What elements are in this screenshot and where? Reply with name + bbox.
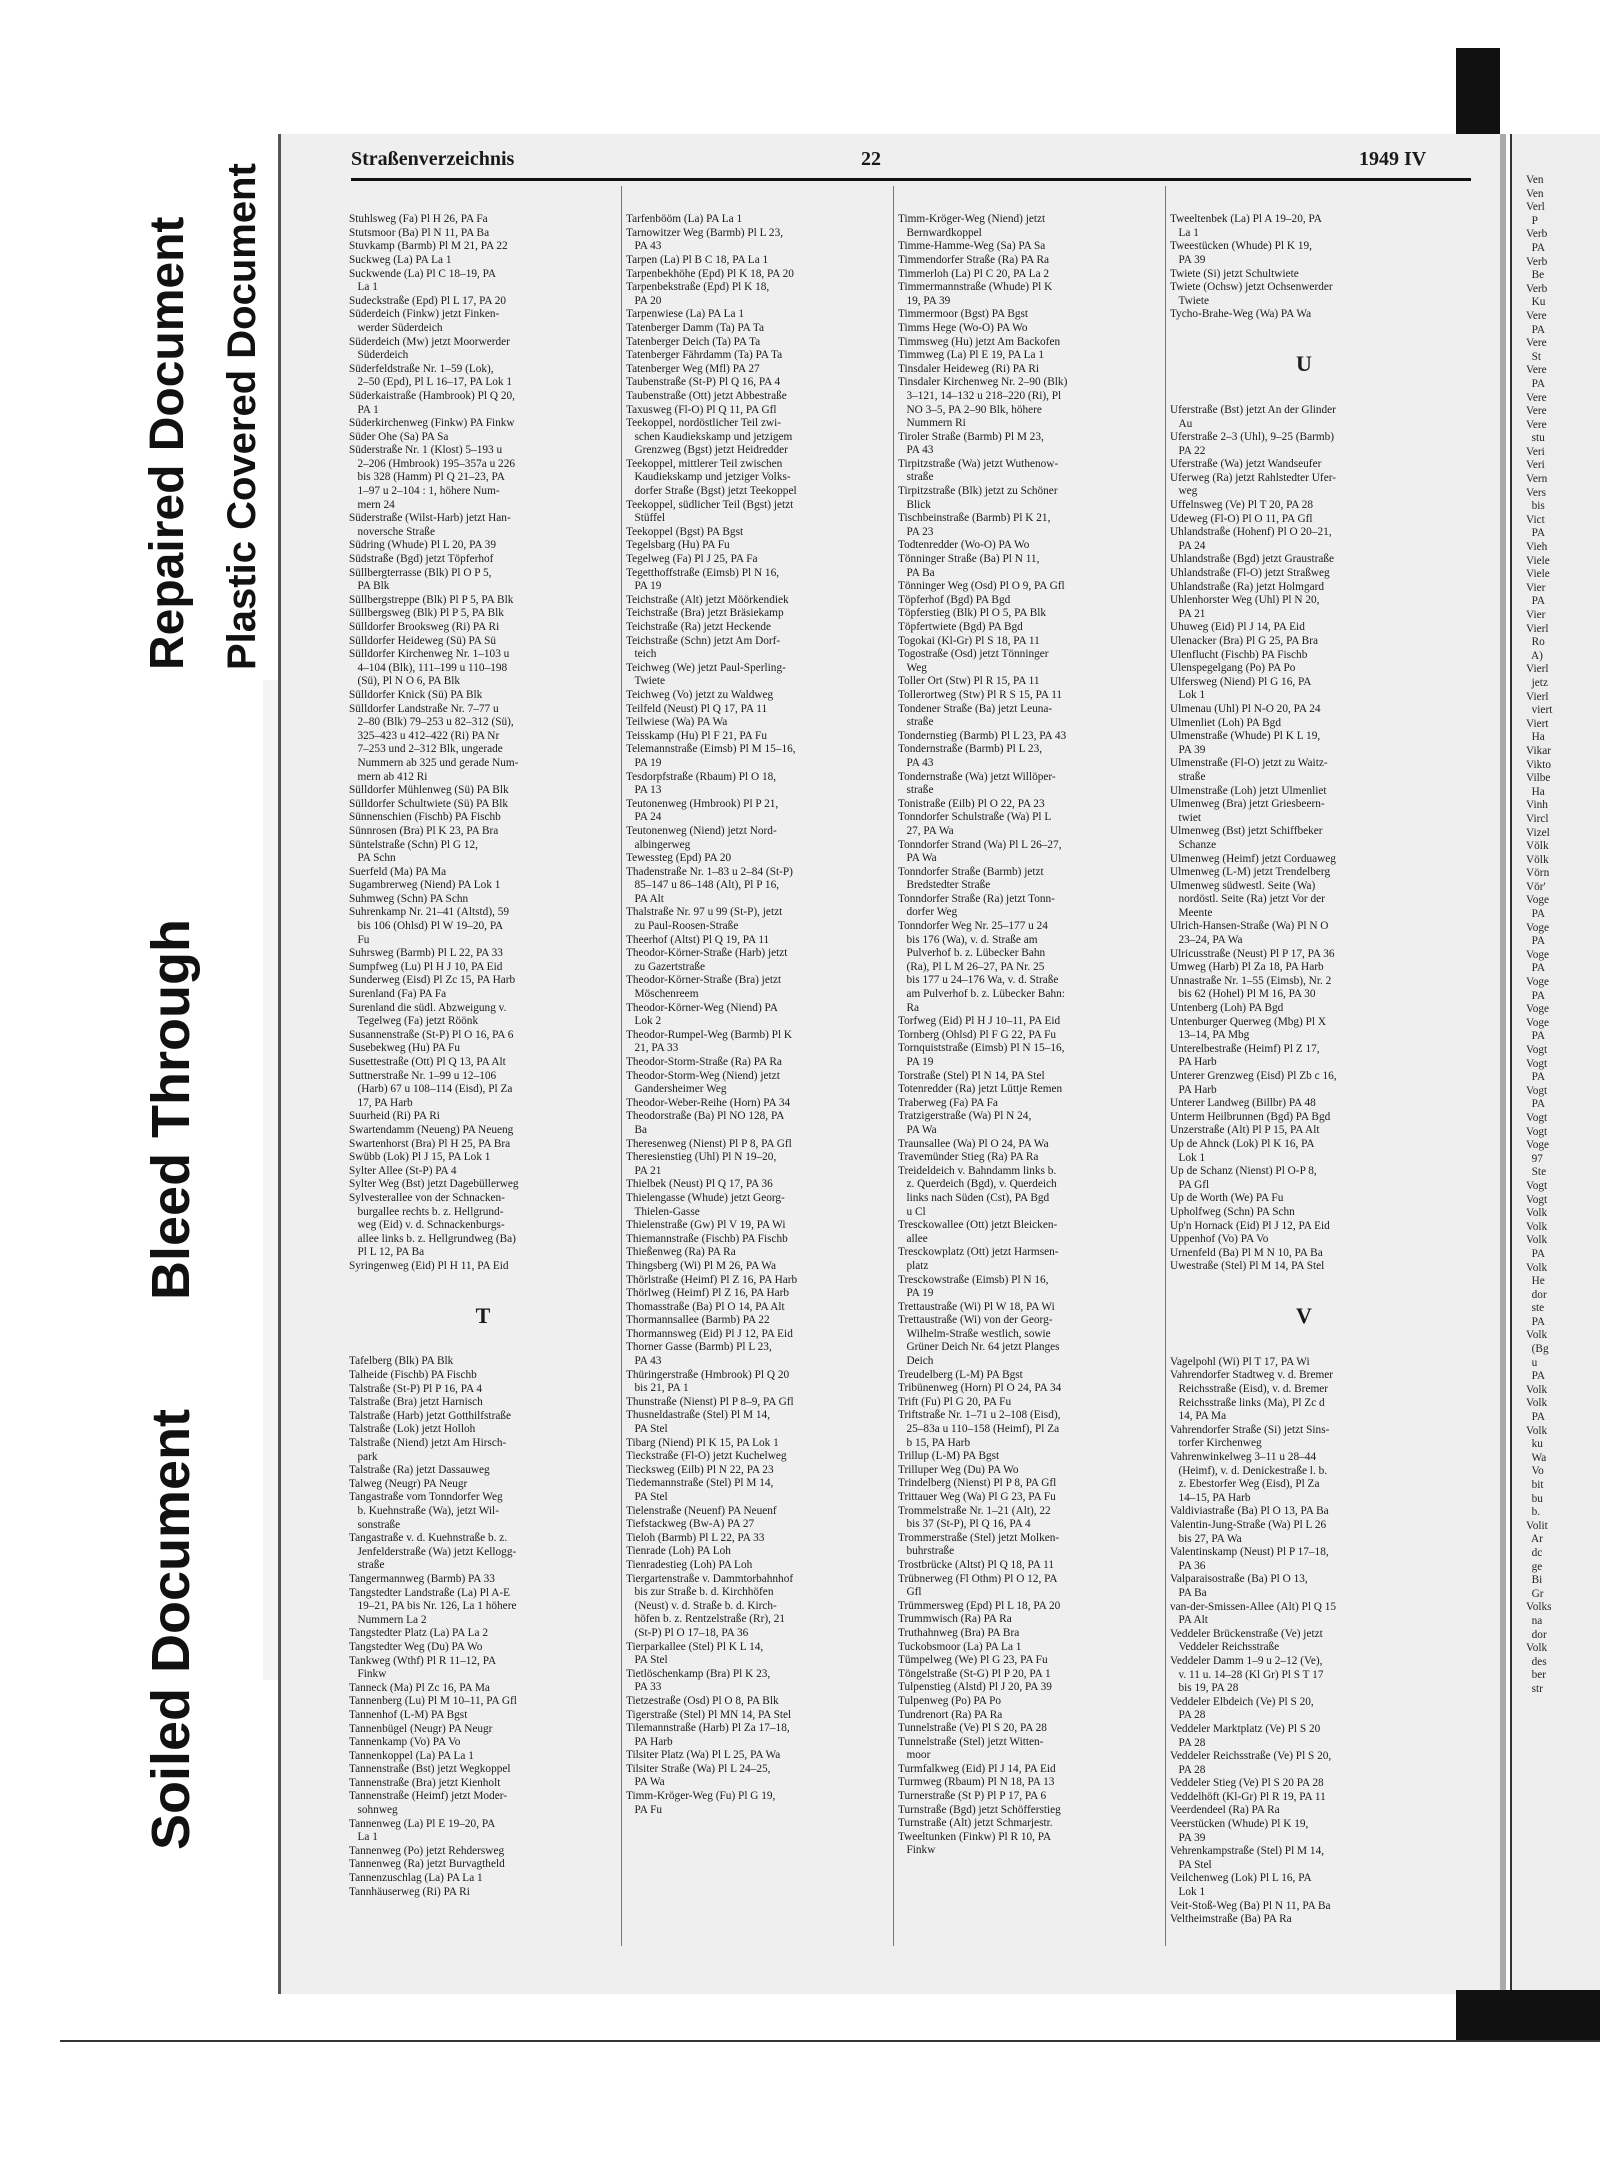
page-title: Straßenverzeichnis <box>351 148 515 170</box>
label-soiled-document: Soiled Document <box>141 1408 201 1850</box>
column-3 <box>893 186 1166 1946</box>
scan-border-top <box>1456 48 1500 134</box>
column-2 <box>621 186 894 1946</box>
page-number: 22 <box>861 148 881 170</box>
section-letter-v: V <box>1296 1303 1312 1329</box>
column-4-v-entries: Vagelpohl (Wi) Pl T 17, PA Wi Vahrendorfer Stadtweg v. d. Bremer Reichsstraße (Eisd), v. d. Bremer Reichsstraße links (Ma), Pl Zc d 14, PA Ma Vahrendorfer Straße (Si) jetzt Sins- torfer Kirchenweg Vahrenwinkelweg 3–11 u 28–44 (Heimf), v. d. Denickestraße l. b. z. Ebestorfer Weg (Eisd), Pl Za 14–15, PA Harb Valdiviastraße (Ba) Pl O 13, PA Ba Valentin-Jung-Straße (Wa) Pl L 26 bis 27, PA Wa Valentinskamp (Neust) Pl P 17–18, PA 36 Valparaisostraße (Ba) Pl O 13, PA Ba van-der-Smissen-Allee (Alt) Pl Q 15 PA Alt Veddeler Brückenstraße (Ve) jetzt Veddeler Reichsstraße Veddeler Damm 1–9 u 2–12 (Ve), v. 11 u. 14–28 (Kl Gr) Pl S T 17 bis 19, PA 28 Veddeler Elbdeich (Ve) Pl S 20, PA 28 Veddeler Marktplatz (Ve) Pl S 20 PA 28 Veddeler Reichsstraße (Ve) Pl S 20, PA 28 Veddeler Stieg (Ve) Pl S 20 PA 28 Veddelhöft (Kl-Gr) Pl R 19, PA 11 Veerdendeel (Ra) PA Ra Veerstücken (Whude) Pl K 19, PA 39 Vehrenkampstraße (Stel) Pl M 14, PA Stel Veilchenweg (Lok) Pl L 16, PA Lok 1 Veit-Stoß-Weg (Ba) Pl N 11, PA Ba Veltheimstraße (Ba) PA Ra <box>1170 1355 1337 1926</box>
adjacent-page-strip <box>1500 134 1600 1994</box>
next-page-fragment <box>1510 134 1600 1994</box>
column-4-entries: Tweeltenbek (La) Pl A 19–20, PA La 1 Tweestücken (Whude) Pl K 19, PA 39 Twiete (Si) jetzt Schultwiete Twiete (Ochsw) jetzt Ochsenwerder Twiete Tycho-Brahe-Weg (Wa) PA Wa <box>1170 213 1333 321</box>
column-1 <box>349 186 617 1926</box>
page-year-volume: 1949 IV <box>1359 148 1427 170</box>
section-letter-t: T <box>475 1302 491 1328</box>
label-repaired-document: Repaired Document <box>141 216 194 670</box>
column-4-u-entries: Uferstraße (Bst) jetzt An der Glinder Au Uferstraße 2–3 (Uhl), 9–25 (Barmb) PA 22 Uferstraße (Wa) jetzt Wandseufer Uferweg (Ra) jetzt Rahlstedter Ufer- weg Uffelnsweg (Ve) Pl T 20, PA 28 Udeweg (Fl-O) Pl O 11, PA Gfl Uhlandstraße (Hohenf) Pl O 20–21, PA 24 Uhlandstraße (Bgd) jetzt Graustraße Uhlandstraße (Fl-O) jetzt Straßweg Uhlandstraße (Ra) jetzt Holmgard Uhlenhorster Weg (Uhl) Pl N 20, PA 21 Uhuweg (Eid) Pl J 14, PA Eid Ulenacker (Bra) Pl G 25, PA Bra Ulenflucht (Fischb) PA Fischb Ulenspegelgang (Po) PA Po Ulfersweg (Niend) Pl G 16, PA Lok 1 Ulmenau (Uhl) Pl N-O 20, PA 24 Ulmenliet (Loh) PA Bgd Ulmenstraße (Whude) Pl K L 19, PA 39 Ulmenstraße (Fl-O) jetzt zu Waitz- straße Ulmenstraße (Loh) jetzt Ulmenliet Ulmenweg (Bra) jetzt Griesbeern- twiet Ulmenweg (Bst) jetzt Schiffbeker Schanze Ulmenweg (Heimf) jetzt Corduaweg Ulmenweg (L-M) jetzt Trendelberg Ulmenweg südwestl. Seite (Wa) nordöstl. Seite (Ra) jetzt Vor der Meente Ulrich-Hansen-Straße (Wa) Pl N O 23–24, PA Wa Ulricusstraße (Neust) Pl P 17, PA 36 Umweg (Harb) Pl Za 18, PA Harb Unnastraße Nr. 1–55 (Eimsb), Nr. 2 bis 62 (Hohel) Pl M 16, PA 30 Untenberg (Loh) PA Bgd Untenburger Querweg (Mbg) Pl X 13–14, PA Mbg Unterelbestraße (Heimf) Pl Z 17, PA Harb Unterer Grenzweg (Eisd) Pl Zb c 16, PA Harb Unterer Landweg (Billbr) PA 48 Unterm Heilbrunnen (Bgd) PA Bgd Unzerstraße (Alt) Pl P 15, PA Alt Up de Ahnck (Lok) Pl K 16, PA Lok 1 Up de Schanz (Nienst) Pl O-P 8, PA Gfl Up de Worth (We) PA Fu Upholfweg (Schn) PA Schn Up'n Hornack (Eid) Pl J 12, PA Eid Uppenhof (Vo) PA Vo Urnenfeld (Ba) Pl M N 10, PA Ba Uwestraße (Stel) Pl M 14, PA Stel <box>1170 403 1337 1273</box>
scan-border-bottom <box>1456 1990 1600 2040</box>
page-header <box>351 144 1471 181</box>
column-1-t-entries: Tafelberg (Blk) PA Blk Talheide (Fischb) PA Fischb Talstraße (St-P) Pl P 16, PA 4 Talstraße (Bra) jetzt Harnisch Talstraße (Harb) jetzt Gotthilfstraße Talstraße (Lok) jetzt Holloh Talstraße (Niend) jetzt Am Hirsch- park Talstraße (Ra) jetzt Dassauweg Talweg (Neugr) PA Neugr Tangastraße vom Tonndorfer Weg b. Kuehnstraße (Wa), jetzt Wil- sonstraße Tangastraße v. d. Kuehnstraße b. z. Jenfelderstraße (Wa) jetzt Kellogg- straße Tangermannweg (Barmb) PA 33 Tangstedter Landstraße (La) Pl A-E 19–21, PA bis Nr. 126, La 1 höhere Nummern La 2 Tangstedter Platz (La) PA La 2 Tangstedter Weg (Du) PA Wo Tankweg (Wthf) Pl R 11–12, PA Finkw Tanneck (Ma) Pl Zc 16, PA Ma Tannenberg (Lu) Pl M 10–11, PA Gfl Tannenhof (L-M) PA Bgst Tannenbügel (Neugr) PA Neugr Tannenkamp (Vo) PA Vo Tannenkoppel (La) PA La 1 Tannenstraße (Bst) jetzt Wegkoppel Tannenstraße (Bra) jetzt Kienholt Tannenstraße (Heimf) jetzt Moder- sohnweg Tannenweg (La) Pl E 19–20, PA La 1 Tannenweg (Po) jetzt Rehdersweg Tannenweg (Ra) jetzt Burvagtheld Tannenzuschlag (La) PA La 1 Tannhäuserweg (Ri) PA Ri <box>349 1355 517 1898</box>
column-4 <box>1165 186 1438 1946</box>
column-2-entries: Tarfenbööm (La) PA La 1 Tarnowitzer Weg (Barmb) Pl L 23, PA 43 Tarpen (La) Pl B C 18, PA La 1 Tarpenbekhöhe (Epd) Pl K 18, PA 20 Tarpenbekstraße (Epd) Pl K 18, PA 20 Tarpenwiese (La) PA La 1 Tatenberger Damm (Ta) PA Ta Tatenberger Deich (Ta) PA Ta Tatenberger Fährdamm (Ta) PA Ta Tatenberger Weg (Mfl) PA 27 Taubenstraße (St-P) Pl Q 16, PA 4 Taubenstraße (Ott) jetzt Abbestraße Taxusweg (Fl-O) Pl Q 11, PA Gfl Teekoppel, nordöstlicher Teil zwi- schen Kaudiekskamp und jetzigem Grenzweg (Bgst) jetzt Heidredder Teekoppel, mittlerer Teil zwischen Kaudiekskamp und jetziger Volks- dorfer Straße (Bgst) jetzt Teekoppel Teekoppel, südlicher Teil (Bgst) jetzt Stüffel Teekoppel (Bgst) PA Bgst Tegelsbarg (Hu) PA Fu Tegelweg (Fa) Pl J 25, PA Fa Tegetthoffstraße (Eimsb) Pl N 16, PA 19 Teichstraße (Alt) jetzt Möörkendiek Teichstraße (Bra) jetzt Bräsiekamp Teichstraße (Ra) jetzt Heckende Teichstraße (Schn) jetzt Am Dorf- teich Teichweg (We) jetzt Paul-Sperling- Twiete Teichweg (Vo) jetzt zu Waldweg Teilfeld (Neust) Pl Q 17, PA 11 Teilwiese (Wa) PA Wa Teisskamp (Hu) Pl F 21, PA Fu Telemannstraße (Eimsb) Pl M 15–16, PA 19 Tesdorpfstraße (Rbaum) Pl O 18, PA 13 Teutonenweg (Hmbrook) Pl P 21, PA 24 Teutonenweg (Niend) jetzt Nord- albingerweg Tewessteg (Epd) PA 20 Thadenstraße Nr. 1–83 u 2–84 (St-P) 85–147 u 86–148 (Alt), Pl P 16, PA Alt Thalstraße Nr. 97 u 99 (St-P), jetzt zu Paul-Roosen-Straße Theerhof (Altst) Pl Q 19, PA 11 Theodor-Körner-Straße (Harb) jetzt zu Gazertstraße Theodor-Körner-Straße (Bra) jetzt Möschenreem Theodor-Körner-Weg (Niend) PA Lok 2 Theodor-Rumpel-Weg (Barmb) Pl K 21, PA 33 Theodor-Storm-Straße (Ra) PA Ra Theodor-Storm-Weg (Niend) jetzt Gandersheimer Weg Theodor-Weber-Reihe (Horn) PA 34 Theodorstraße (Ba) Pl NO 128, PA Ba Theresenweg (Nienst) Pl P 8, PA Gfl Theresienstieg (Uhl) Pl N 19–20, PA 21 Thielbek (Neust) Pl Q 17, PA 36 Thielengasse (Whude) jetzt Georg- Thielen-Gasse Thielenstraße (Gw) Pl V 19, PA Wi Thiemannstraße (Fischb) PA Fischb Thießenweg (Ra) PA Ra Thingsberg (Wi) Pl M 26, PA Wa Thörlstraße (Heimf) Pl Z 16, PA Harb Thörlweg (Heimf) Pl Z 16, PA Harb Thomasstraße (Ba) Pl O 14, PA Alt Thormannsallee (Barmb) PA 22 Thormannsweg (Eid) Pl J 12, PA Eid Thorner Gasse (Barmb) Pl L 23, PA 43 Thüringerstraße (Hmbrook) Pl Q 20 bis 21, PA 1 Thunstraße (Nienst) Pl P 8–9, PA Gfl Thusneldastraße (Stel) Pl M 14, PA Stel Tibarg (Niend) Pl K 15, PA Lok 1 Tieckstraße (Fl-O) jetzt Kuchelweg Tiecksweg (Eilb) Pl N 22, PA 23 Tiedemannstraße (Stel) Pl M 14, PA Stel Tielenstraße (Neuenf) PA Neuenf Tiefstackweg (Bw-A) PA 27 Tieloh (Barmb) Pl L 22, PA 33 Tienrade (Loh) PA Loh Tienradestieg (Loh) PA Loh Tiergartenstraße v. Dammtorbahnhof bis zur Straße b. d. Kirchhöfen (Neust) v. d. Straße b. d. Kirch- höfen b. z. Rentzelstraße (Rr), 21 (St-P) Pl O 17–18, PA 36 Tierparkallee (Stel) Pl K L 14, PA Stel Tietlöschenkamp (Bra) Pl K 23, PA 33 Tietzestraße (Osd) Pl O 8, PA Blk Tigerstraße (Stel) Pl MN 14, PA Stel Tilemannstraße (Harb) Pl Za 17–18, PA Harb Tilsiter Platz (Wa) Pl L 25, PA Wa Tilsiter Straße (Wa) Pl L 24–25, PA Wa Timm-Kröger-Weg (Fu) Pl G 19, PA Fu <box>626 213 798 1816</box>
next-page-text: Ven Ven Verl P Verb PA Verb Be Verb Ku Vere PA Vere St Vere PA Vere Vere Vere stu Veri Veri Vern Vers bis Vict PA Vieh Viele Viele Vier PA Vier Vierl Ro A) Vierl jetz Vierl viert Viert Ha Vikar Vikto Vilbe Ha Vinh Vircl Vizel Völk Völk Vörn Vör' Voge PA Voge PA Voge PA Voge PA Voge Voge PA Vogt Vogt PA Vogt PA Vogt Vogt Voge 97 Ste Vogt Vogt Volk Volk Volk PA Volk He dor ste PA Volk (Bg u PA Volk Volk PA Volk ku Wa Vo bit bu b. Volit Ar dc ge Bi Gr Volks na dor Volk des ber str <box>1526 174 1553 1695</box>
section-letter-u: U <box>1296 351 1312 377</box>
column-1-entries: Stuhlsweg (Fa) Pl H 26, PA Fa Stutsmoor (Ba) Pl N 11, PA Ba Stuvkamp (Barmb) Pl M 21, PA 22 Suckweg (La) PA La 1 Suckwende (La) Pl C 18–19, PA La 1 Sudeckstraße (Epd) Pl L 17, PA 20 Süderdeich (Finkw) jetzt Finken- werder Süderdeich Süderdeich (Mw) jetzt Moorwerder Süderdeich Süderfeldstraße Nr. 1–59 (Lok), 2–50 (Epd), Pl L 16–17, PA Lok 1 Süderkaistraße (Hambrook) Pl Q 20, PA 1 Süderkirchenweg (Finkw) PA Finkw Süder Ohe (Sa) PA Sa Süderstraße Nr. 1 (Klost) 5–193 u 2–206 (Hmbrook) 195–357a u 226 bis 328 (Hamm) Pl Q 21–23, PA 1–97 u 2–104 : 1, höhere Num- mern 24 Süderstraße (Wilst-Harb) jetzt Han- noversche Straße Südring (Whude) Pl L 20, PA 39 Südstraße (Bgd) jetzt Töpferhof Süllbergterrasse (Blk) Pl O P 5, PA Blk Süllbergstreppe (Blk) Pl P 5, PA Blk Süllbergsweg (Blk) Pl P 5, PA Blk Sülldorfer Brooksweg (Ri) PA Ri Sülldorfer Heideweg (Sü) PA Sü Sülldorfer Kirchenweg Nr. 1–103 u 4–104 (Blk), 111–199 u 110–198 (Sü), Pl N O 6, PA Blk Sülldorfer Knick (Sü) PA Blk Sülldorfer Landstraße Nr. 7–77 u 2–80 (Blk) 79–253 u 82–312 (Sü), 325–423 u 412–422 (Ri) PA Nr 7–253 und 2–312 Blk, ungerade Nummern ab 325 und gerade Num- mern ab 412 Ri Sülldorfer Mühlenweg (Sü) PA Blk Sülldorfer Schultwiete (Sü) PA Blk Sünnenschien (Fischb) PA Fischb Sünnrosen (Bra) Pl K 23, PA Bra Süntelstraße (Schn) Pl G 12, PA Schn Suerfeld (Ma) PA Ma Sugambrerweg (Niend) PA Lok 1 Suhmweg (Schn) PA Schn Suhrenkamp Nr. 21–41 (Altstd), 59 bis 106 (Ohlsd) Pl W 19–20, PA Fu Suhrsweg (Barmb) Pl L 22, PA 33 Sumpfweg (Lu) Pl H J 10, PA Eid Sunderweg (Eisd) Pl Zc 15, PA Harb Surenland (Fa) PA Fa Surenland die südl. Abzweigung v. Tegelweg (Fa) jetzt Röönk Susannenstraße (St-P) Pl O 16, PA 6 Susebekweg (Hu) PA Fu Susettestraße (Ott) Pl Q 13, PA Alt Suttnerstraße Nr. 1–99 u 12–106 (Harb) 67 u 108–114 (Eisd), Pl Za 17, PA Harb Suurheid (Ri) PA Ri Swartendamm (Neueng) PA Neueng Swartenhorst (Bra) Pl H 25, PA Bra Swübb (Lok) Pl J 15, PA Lok 1 Sylter Allee (St-P) PA 4 Sylter Weg (Bst) jetzt Dagebüllerweg Sylvesterallee von der Schnacken- burgallee rechts b. z. Hellgrund- weg (Eid) v. d. Schnackenburgs- allee links b. z. Hellgrundweg (Ba) Pl L 12, PA Ba Syringenweg (Eid) Pl H 11, PA Eid <box>349 213 519 1272</box>
bottom-rule <box>60 2040 1600 2042</box>
page-edge <box>1500 134 1506 1994</box>
document-page <box>278 134 1503 1994</box>
label-plastic-covered-document: Plastic Covered Document <box>220 163 264 670</box>
label-bleed-through: Bleed Through <box>141 919 201 1300</box>
column-3-entries: Timm-Kröger-Weg (Niend) jetzt Bernwardkoppel Timme-Hamme-Weg (Sa) PA Sa Timmendorfer Straße (Ra) PA Ra Timmerloh (La) Pl C 20, PA La 2 Timmermannstraße (Whude) Pl K 19, PA 39 Timmermoor (Bgst) PA Bgst Timms Hege (Wo-O) PA Wo Timmsweg (Hu) jetzt Am Backofen Timmweg (La) Pl E 19, PA La 1 Tinsdaler Heideweg (Ri) PA Ri Tinsdaler Kirchenweg Nr. 2–90 (Blk) 3–121, 14–132 u 218–220 (Ri), Pl NO 3–5, PA 2–90 Blk, höhere Nummern Ri Tiroler Straße (Barmb) Pl M 23, PA 43 Tirpitzstraße (Wa) jetzt Wuthenow- straße Tirpitzstraße (Blk) jetzt zu Schöner Blick Tischbeinstraße (Barmb) Pl K 21, PA 23 Todtenredder (Wo-O) PA Wo Tönninger Straße (Ba) Pl N 11, PA Ba Tönninger Weg (Osd) Pl O 9, PA Gfl Töpferhof (Bgd) PA Bgd Töpferstieg (Blk) Pl O 5, PA Blk Töpfertwiete (Bgd) PA Bgd Togokai (Kl-Gr) Pl S 18, PA 11 Togostraße (Osd) jetzt Tönninger Weg Toller Ort (Stw) Pl R 15, PA 11 Tollerortweg (Stw) Pl R S 15, PA 11 Tondener Straße (Ba) jetzt Leuna- straße Tondernstieg (Barmb) Pl L 23, PA 43 Tondernstraße (Barmb) Pl L 23, PA 43 Tondernstraße (Wa) jetzt Willöper- straße Tonistraße (Eilb) Pl O 22, PA 23 Tonndorfer Schulstraße (Wa) Pl L 27, PA Wa Tonndorfer Strand (Wa) Pl L 26–27, PA Wa Tonndorfer Straße (Barmb) jetzt Bredstedter Straße Tonndorfer Straße (Ra) jetzt Tonn- dorfer Weg Tonndorfer Weg Nr. 25–177 u 24 bis 176 (Wa), v. d. Straße am Pulverhof b. z. Lübecker Bahn (Ra), Pl L M 26–27, PA Nr. 25 bis 177 u 24–176 Wa, v. d. Straße am Pulverhof b. z. Lübecker Bahn: Ra Torfweg (Eid) Pl H J 10–11, PA Eid Tornberg (Ohlsd) Pl F G 22, PA Fu Tornquiststraße (Eimsb) Pl N 15–16, PA 19 Torstraße (Stel) Pl N 14, PA Stel Totenredder (Ra) jetzt Lüttje Remen Traberweg (Fa) PA Fa Tratzigerstraße (Wa) Pl N 24, PA Wa Traunsallee (Wa) Pl O 24, PA Wa Travemünder Stieg (Ra) PA Ra Treideldeich v. Bahndamm links b. z. Querdeich (Bgd), v. Querdeich links nach Süden (Cst), PA Bgd u Cl Tresckowallee (Ott) jetzt Bleicken- allee Tresckowplatz (Ott) jetzt Harmsen- platz Tresckowstraße (Eimsb) Pl N 16, PA 19 Trettaustraße (Wi) Pl W 18, PA Wi Trettaustraße (Wi) von der Georg- Wilhelm-Straße westlich, sowie Grüner Deich Nr. 64 jetzt Planges Deich Treudelberg (L-M) PA Bgst Tribünenweg (Horn) Pl O 24, PA 34 Trift (Fu) Pl G 20, PA Fu Triftstraße Nr. 1–71 u 2–108 (Eisd), 25–83a u 110–158 (Heimf), Pl Za b 15, PA Harb Trillup (L-M) PA Bgst Trilluper Weg (Du) PA Wo Trindelberg (Nienst) Pl P 8, PA Gfl Trittauer Weg (Wa) Pl G 23, PA Fu Trommelstraße Nr. 1–21 (Alt), 22 bis 37 (St-P), Pl Q 16, PA 4 Trommerstraße (Stel) jetzt Molken- buhrstraße Trostbrücke (Altst) Pl Q 18, PA 11 Trübnerweg (Fl Othm) Pl O 12, PA Gfl Trümmersweg (Epd) Pl L 18, PA 20 Trummwisch (Ra) PA Ra Truthahnweg (Bra) PA Bra Tuckobsmoor (La) PA La 1 Tümpelweg (We) Pl G 23, PA Fu Töngelstraße (St-G) Pl P 20, PA 1 Tulpenstieg (Alstd) Pl J 20, PA 39 Tulpenweg (Po) PA Po Tundrenort (Ra) PA Ra Tunnelstraße (Ve) Pl S 20, PA 28 Tunnelstraße (Stel) jetzt Witten- moor Turmfalkweg (Eid) Pl J 14, PA Eid Turmweg (Rbaum) Pl N 18, PA 13 Turnerstraße (St P) Pl P 17, PA 6 Turnstraße (Bgd) jetzt Schöfferstieg Turnstraße (Alt) jetzt Schmarjestr. Tweeltunken (Finkw) Pl R 10, PA Finkw <box>898 213 1068 1857</box>
